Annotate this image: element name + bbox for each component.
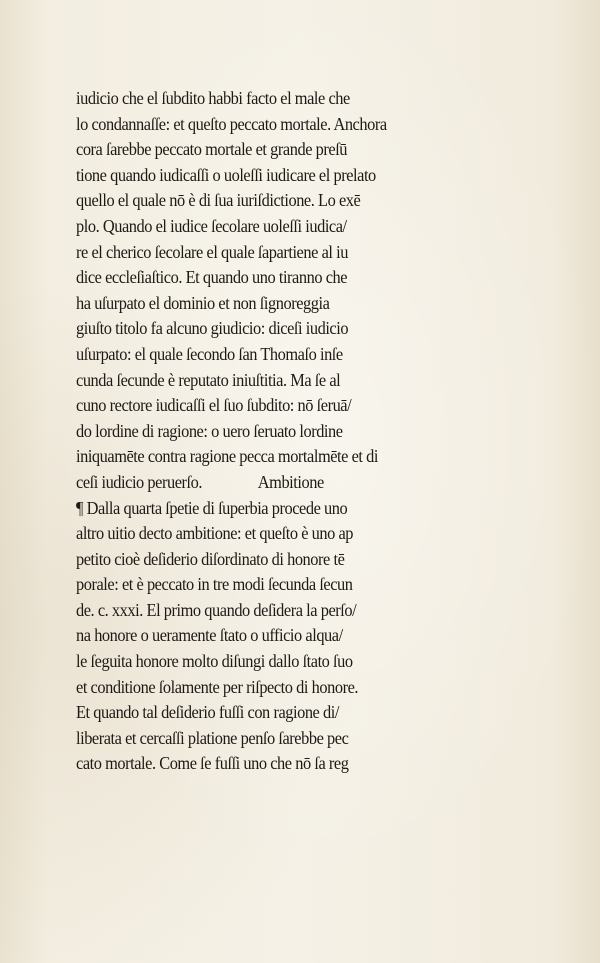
text-line: porale: et è peccato in tre modi ſecunda ſecun	[76, 574, 353, 595]
section-heading: Ambitione	[257, 471, 324, 492]
text-line-fragment: ceſi iudicio peruerſo.	[76, 471, 202, 492]
paragraph-mark: ¶	[76, 497, 83, 518]
text-line: tione quando iudicaſſi o uoleſſi iudicare el prelato	[76, 164, 376, 185]
text-line: iniquamēte contra ragione pecca mortalmēte et di	[76, 446, 378, 467]
text-line: altro uitio decto ambitione: et queſto è uno ap	[76, 523, 354, 544]
text-line: do lordine di ragione: o uero ſeruato lordine	[76, 420, 343, 441]
text-line: et conditione ſolamente per riſpecto di honore.	[76, 676, 359, 697]
text-line: giuſto titolo fa alcuno giudicio: diceſi iudicio	[76, 318, 349, 339]
text-line: cora ſarebbe peccato mortale et grande preſū	[76, 139, 348, 160]
text-line: petito cioè deſiderio diſordinato di honore tē	[76, 548, 345, 569]
text-line: uſurpato: el quale ſecondo ſan Thomaſo inſe	[76, 343, 343, 364]
text-block	[76, 86, 496, 777]
text-line-with-rubric	[76, 470, 454, 496]
text-line: ha uſurpato el dominio et non ſignoreggia	[76, 292, 330, 313]
text-line: le ſeguita honore molto diſungi dallo ſtato ſuo	[76, 651, 353, 672]
text-line: plo. Quando el iudice ſecolare uoleſſi iudica/	[76, 215, 347, 236]
paragraph-start-line	[76, 496, 454, 522]
text-line: liberata et cercaſſi platione penſo ſarebbe pec	[76, 727, 349, 748]
text-line: cato mortale. Come ſe fuſſi uno che nō ſa reg	[76, 753, 349, 774]
text-line: dice eccleſiaſtico. Et quando uno tiranno che	[76, 267, 348, 288]
text-line: iudicio che el ſubdito habbi facto el male che	[76, 88, 350, 108]
text-line: na honore o ueramente ſtato o ufficio alqua/	[76, 625, 343, 646]
text-line: lo condannaſſe: et queſto peccato mortale. Anchora	[76, 113, 387, 134]
text-line: quello el quale nō è di ſua iuriſdictione. Lo exē	[76, 190, 361, 211]
text-line: Et quando tal deſiderio fuſſi con ragione di/	[76, 702, 339, 723]
text-line: de. c. xxxi. El primo quando deſidera la perſo/	[76, 599, 357, 620]
text-line: cunda ſecunde è reputato iniuſtitia. Ma ſe al	[76, 369, 341, 390]
text-line-fragment: Dalla quarta ſpetie di ſuperbia procede uno	[86, 497, 348, 518]
text-line: cuno rectore iudicaſſi el ſuo ſubdito: nō ſeruā/	[76, 395, 352, 416]
text-line: re el cherico ſecolare el quale ſapartiene al iu	[76, 241, 348, 262]
